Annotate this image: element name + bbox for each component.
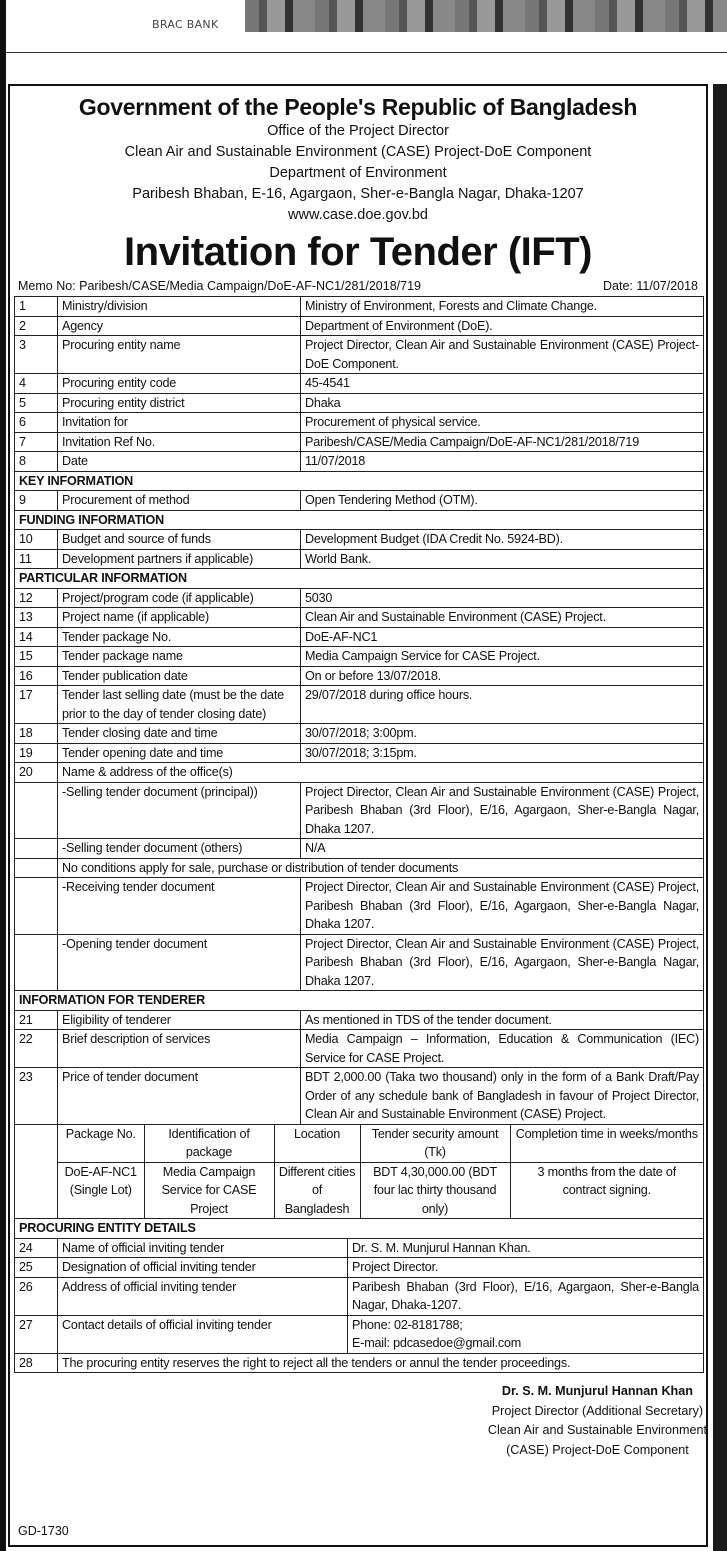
row-number: 14: [15, 627, 58, 647]
row-label: Tender package No.: [58, 627, 301, 647]
row-label: Procuring entity code: [58, 374, 301, 394]
row-label: Tender package name: [58, 647, 301, 667]
row-number: 19: [15, 743, 58, 763]
row-value: 45-4541: [301, 374, 704, 394]
signatory-project: Clean Air and Sustainable Environment: [487, 1423, 707, 1437]
row-label: No conditions apply for sale, purchase or distribution of tender documents: [58, 858, 704, 878]
row-number: 3: [15, 336, 58, 374]
row-number: 20: [15, 763, 58, 783]
table-row: [15, 1353, 704, 1373]
section-heading-row: [15, 569, 704, 589]
table-row: [15, 608, 704, 628]
divider: [6, 52, 727, 53]
package-cell: Media Campaign Service for CASE Project: [144, 1162, 274, 1218]
row-number: 11: [15, 549, 58, 569]
signatory-component: (CASE) Project-DoE Component: [506, 1442, 689, 1457]
address-line: Paribesh Bhaban, E-16, Agargaon, Sher-e-Bangla Nagar, Dhaka-1207: [132, 186, 584, 202]
signatory-name: Dr. S. M. Munjurul Hannan Khan: [501, 1384, 693, 1398]
row-label: Tender closing date and time: [58, 724, 301, 744]
tender-table: [14, 296, 704, 1219]
row-value: 5030: [301, 588, 704, 608]
row-number: 16: [15, 666, 58, 686]
package-cell: 3 months from the date of contract signing.: [510, 1162, 703, 1218]
row-value: Department of Environment (DoE).: [301, 316, 704, 336]
row-label: Designation of official inviting tender: [58, 1258, 348, 1278]
table-row: [15, 743, 704, 763]
row-value: BDT 2,000.00 (Taka two thousand) only in the form of a Bank Draft/Pay Order of any schedule bank of Bangladesh in favour of Project Director, Clean Air and Sustainable Environment (CASE) Project.: [301, 1068, 704, 1125]
office-line: Office of the Project Director: [267, 123, 449, 139]
row-value: Development Budget (IDA Credit No. 5924-BD).: [301, 530, 704, 550]
row-value: World Bank.: [301, 549, 704, 569]
row-value: On or before 13/07/2018.: [301, 666, 704, 686]
row-label: -Receiving tender document: [58, 878, 301, 935]
table-row: [15, 666, 704, 686]
department-line: Department of Environment: [269, 165, 447, 181]
section-heading-row: [15, 510, 704, 530]
table-row: [15, 393, 704, 413]
row-label: Date: [58, 452, 301, 472]
package-header: Completion time in weeks/months: [510, 1125, 703, 1163]
package-table-cell: [58, 1124, 704, 1219]
package-cell: DoE-AF-NC1 (Single Lot): [58, 1162, 144, 1218]
row-number: 18: [15, 724, 58, 744]
section-heading: PARTICULAR INFORMATION: [15, 569, 704, 589]
table-row: [15, 686, 704, 724]
table-row: [15, 1068, 704, 1125]
table-row: [15, 316, 704, 336]
row-label: -Selling tender document (principal)): [58, 782, 301, 839]
row-value: Media Campaign Service for CASE Project.: [301, 647, 704, 667]
table-row: [15, 530, 704, 550]
row-label: Project name (if applicable): [58, 608, 301, 628]
website-line: www.case.doe.gov.bd: [288, 207, 428, 223]
photo-strip: [245, 0, 727, 32]
table-row: [15, 491, 704, 511]
section-heading: FUNDING INFORMATION: [15, 510, 704, 530]
row-number: 2: [15, 316, 58, 336]
table-row: [15, 588, 704, 608]
section-heading: PROCURING ENTITY DETAILS: [15, 1219, 704, 1239]
table-row: [15, 413, 704, 433]
package-header: Package No.: [58, 1125, 144, 1163]
row-value: Project Director.: [348, 1258, 704, 1278]
package-table-row: [15, 1124, 704, 1219]
government-title: Government of the People's Republic of Bangladesh: [78, 94, 638, 120]
row-value: Paribesh Bhaban (3rd Floor), E/16, Agargaon, Sher-e-Bangla Nagar, Dhaka-1207.: [348, 1277, 704, 1315]
table-row: [15, 1277, 704, 1315]
section-heading: INFORMATION FOR TENDERER: [15, 991, 704, 1011]
row-label: Tender publication date: [58, 666, 301, 686]
row-label: Agency: [58, 316, 301, 336]
row-number: 4: [15, 374, 58, 394]
section-heading: KEY INFORMATION: [15, 471, 704, 491]
row-number: [15, 839, 58, 859]
row-label: Name of official inviting tender: [58, 1238, 348, 1258]
row-label: Procuring entity name: [58, 336, 301, 374]
row-value: 30/07/2018; 3:15pm.: [301, 743, 704, 763]
memo-line: [10, 276, 706, 296]
row-number: 5: [15, 393, 58, 413]
row-number: 26: [15, 1277, 58, 1315]
row-label: Procurement of method: [58, 491, 301, 511]
tender-notice: [8, 84, 708, 1547]
row-value: Open Tendering Method (OTM).: [301, 491, 704, 511]
row-value: 29/07/2018 during office hours.: [301, 686, 704, 724]
package-table: [58, 1125, 703, 1219]
signature-block: [488, 1382, 707, 1460]
row-value: DoE-AF-NC1: [301, 627, 704, 647]
row-label: Procuring entity district: [58, 393, 301, 413]
row-value: Paribesh/CASE/Media Campaign/DoE-AF-NC1/281/2018/719: [301, 432, 704, 452]
table-row: [15, 858, 704, 878]
table-row: [15, 627, 704, 647]
table-row: [15, 878, 704, 935]
row-number: 6: [15, 413, 58, 433]
row-number: 12: [15, 588, 58, 608]
row-number: 27: [15, 1315, 58, 1353]
row-value: Project Director, Clean Air and Sustainable Environment (CASE) Project, Paribesh Bhaban (3rd Floor), E/16, Agargaon, Sher-e-Bangla Nagar, Dhaka 1207.: [301, 878, 704, 935]
row-number: 7: [15, 432, 58, 452]
package-header: Tender security amount (Tk): [360, 1125, 510, 1163]
entity-table: [14, 1218, 704, 1373]
row-number: 8: [15, 452, 58, 472]
row-label: Tender opening date and time: [58, 743, 301, 763]
row-number: 13: [15, 608, 58, 628]
table-row: [15, 297, 704, 317]
row-value: As mentioned in TDS of the tender document.: [301, 1010, 704, 1030]
row-number: 21: [15, 1010, 58, 1030]
section-heading-row: [15, 1219, 704, 1239]
brand-caption: BRAC BANK: [152, 18, 219, 31]
notice-title: Invitation for Tender (IFT): [124, 230, 592, 274]
row-number: [15, 782, 58, 839]
row-number: [15, 1124, 58, 1219]
row-label: The procuring entity reserves the right to reject all the tenders or annul the tender proceedings.: [58, 1353, 704, 1373]
row-value: Dhaka: [301, 393, 704, 413]
package-header: Identification of package: [144, 1125, 274, 1163]
table-row: [15, 549, 704, 569]
row-value: Project Director, Clean Air and Sustainable Environment (CASE) Project, Paribesh Bhaban (3rd Floor), E/16, Agargaon, Sher-e-Bangla Nagar, Dhaka 1207.: [301, 782, 704, 839]
table-row: [15, 1258, 704, 1278]
row-value: N/A: [301, 839, 704, 859]
package-data-row: [58, 1162, 703, 1218]
table-row: [15, 934, 704, 991]
package-cell: BDT 4,30,000.00 (BDT four lac thirty thousand only): [360, 1162, 510, 1218]
row-number: [15, 878, 58, 935]
row-value: Dr. S. M. Munjurul Hannan Khan.: [348, 1238, 704, 1258]
row-number: 15: [15, 647, 58, 667]
row-label: Address of official inviting tender: [58, 1277, 348, 1315]
table-row: [15, 839, 704, 859]
table-row: [15, 763, 704, 783]
row-value: Phone: 02-8181788; E-mail: pdcasedoe@gmail.com: [348, 1315, 704, 1353]
notice-header: [10, 86, 706, 276]
row-number: 10: [15, 530, 58, 550]
row-number: 24: [15, 1238, 58, 1258]
row-number: 17: [15, 686, 58, 724]
table-row: [15, 724, 704, 744]
table-row: [15, 452, 704, 472]
table-row: [15, 647, 704, 667]
row-label: Invitation Ref No.: [58, 432, 301, 452]
page-edge: [0, 0, 6, 1551]
row-label: -Opening tender document: [58, 934, 301, 991]
row-value: 11/07/2018: [301, 452, 704, 472]
package-header-row: [58, 1125, 703, 1163]
table-row: [15, 432, 704, 452]
row-number: 25: [15, 1258, 58, 1278]
memo-number: Memo No: Paribesh/CASE/Media Campaign/DoE-AF-NC1/281/2018/719: [18, 279, 421, 293]
table-row: [15, 1315, 704, 1353]
section-heading-row: [15, 991, 704, 1011]
signatory-title: Project Director (Additional Secretary): [491, 1403, 704, 1418]
row-label: Project/program code (if applicable): [58, 588, 301, 608]
row-label: -Selling tender document (others): [58, 839, 301, 859]
table-row: [15, 1010, 704, 1030]
row-label: Development partners if applicable): [58, 549, 301, 569]
row-value: Project Director, Clean Air and Sustainable Environment (CASE) Project-DoE Component.: [301, 336, 704, 374]
ad-code: GD-1730: [18, 1524, 69, 1538]
table-row: [15, 782, 704, 839]
row-label j: Tender last selling date (must be the date prior to the day of tender closing date): [58, 686, 301, 724]
row-number: [15, 934, 58, 991]
row-label: Name & address of the office(s): [58, 763, 704, 783]
package-header: Location: [274, 1125, 360, 1163]
row-label: Budget and source of funds: [58, 530, 301, 550]
row-value: Ministry of Environment, Forests and Climate Change.: [301, 297, 704, 317]
memo-date: Date: 11/07/2018: [603, 279, 698, 293]
row-label: Contact details of official inviting tender: [58, 1315, 348, 1353]
row-number: 28: [15, 1353, 58, 1373]
row-number: 1: [15, 297, 58, 317]
row-number: 23: [15, 1068, 58, 1125]
table-row: [15, 1030, 704, 1068]
row-value: Media Campaign – Information, Education & Communication (IEC) Service for CASE Project.: [301, 1030, 704, 1068]
row-value: Clean Air and Sustainable Environment (CASE) Project.: [301, 608, 704, 628]
row-label: Price of tender document: [58, 1068, 301, 1125]
project-line: Clean Air and Sustainable Environment (CASE) Project-DoE Component: [124, 144, 592, 160]
table-row: [15, 336, 704, 374]
section-heading-row: [15, 471, 704, 491]
row-label: Invitation for: [58, 413, 301, 433]
row-number: 9: [15, 491, 58, 511]
row-label: Brief description of services: [58, 1030, 301, 1068]
row-number: [15, 858, 58, 878]
row-number: 22: [15, 1030, 58, 1068]
row-value: 30/07/2018; 3:00pm.: [301, 724, 704, 744]
row-label: Ministry/division: [58, 297, 301, 317]
row-label: Eligibility of tenderer: [58, 1010, 301, 1030]
row-value: Project Director, Clean Air and Sustainable Environment (CASE) Project, Paribesh Bhaban (3rd Floor), E/16, Agargaon, Sher-e-Bangla Nagar, Dhaka 1207.: [301, 934, 704, 991]
table-row: [15, 374, 704, 394]
row-value: Procurement of physical service.: [301, 413, 704, 433]
adjacent-column-edge: [713, 84, 727, 1551]
table-row: [15, 1238, 704, 1258]
package-cell: Different cities of Bangladesh: [274, 1162, 360, 1218]
